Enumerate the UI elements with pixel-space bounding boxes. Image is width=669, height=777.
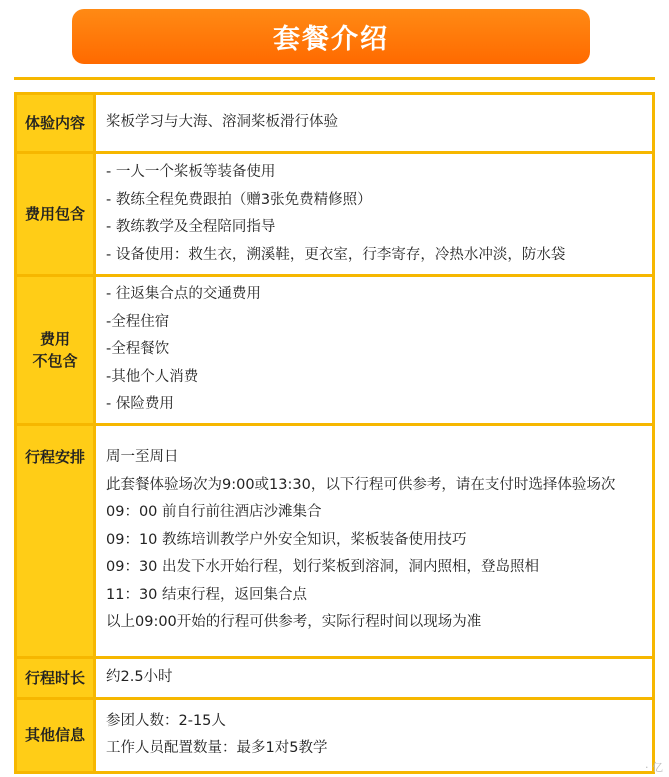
- row-label-cell: [16, 94, 95, 153]
- row-label: 费用 不包含: [32, 329, 78, 370]
- package-info-table: [14, 92, 655, 774]
- row-value-line: 09：10 教练培训教学户外安全知识，桨板装备使用技巧: [106, 531, 467, 548]
- row-label-cell: [16, 153, 95, 276]
- row-label: 行程安排: [24, 447, 85, 466]
- row-value-line: 11：30 结束行程，返回集合点: [106, 586, 308, 603]
- row-value-line: 参团人数：2-15人: [106, 712, 226, 729]
- table-row: [16, 424, 654, 657]
- row-value-line: - 一人一个桨板等装备使用: [106, 164, 276, 180]
- row-label: 其他信息: [24, 726, 85, 744]
- row-value-line: 以上09:00开始的行程可供参考，实际行程时间以现场为准: [106, 614, 482, 631]
- row-label: 费用包含: [24, 205, 85, 223]
- table-row: [16, 94, 654, 153]
- row-value-line: - 保险费用: [106, 396, 174, 412]
- row-value-cell: [95, 698, 654, 772]
- table-row: [16, 276, 654, 425]
- row-value-line: -全程住宿: [106, 313, 170, 330]
- row-value-cell: [95, 153, 654, 276]
- table-row: [16, 153, 654, 276]
- row-value-line: 此套餐体验场次为9:00或13:30，以下行程可供参考，请在支付时选择体验场次: [106, 476, 616, 493]
- title-banner: [72, 9, 590, 64]
- row-value-cell: [95, 276, 654, 425]
- row-label-cell: [16, 698, 95, 772]
- row-value-line: 约2.5小时: [106, 668, 173, 685]
- page-title: 套餐介绍: [273, 24, 389, 55]
- row-value-line: 桨板学习与大海、溶洞桨板滑行体验: [106, 114, 338, 131]
- row-value-line: 09：00 前自行前往酒店沙滩集合: [106, 504, 322, 521]
- row-value-line: -其他个人消费: [106, 368, 199, 385]
- row-value-line: - 教练教学及全程陪同指导: [106, 219, 276, 235]
- row-value-line: 09：30 出发下水开始行程，划行桨板到溶洞，洞内照相，登岛照相: [106, 559, 540, 576]
- row-label: 行程时长: [24, 668, 85, 687]
- row-value-cell: [95, 94, 654, 153]
- row-label-cell: [16, 276, 95, 425]
- row-label-cell: [16, 424, 95, 657]
- row-value-cell: [95, 424, 654, 657]
- row-value-line: -全程餐饮: [106, 341, 170, 357]
- row-value-line: 工作人员配置数量：最多1对5教学: [106, 740, 328, 756]
- table-row: [16, 698, 654, 772]
- watermark: · 亿: [645, 761, 663, 774]
- title-divider: [14, 77, 655, 80]
- table-row: [16, 657, 654, 698]
- row-value-line: - 往返集合点的交通费用: [106, 286, 261, 302]
- row-value-line: 周一至周日: [106, 449, 179, 466]
- row-label: 体验内容: [24, 114, 85, 132]
- row-value-line: - 教练全程免费跟拍（赠3张免费精修照）: [106, 191, 372, 208]
- row-label-cell: [16, 657, 95, 698]
- row-value-cell: [95, 657, 654, 698]
- row-value-line: - 设备使用：救生衣，溯溪鞋，更衣室，行李寄存，冷热水冲淡，防水袋: [106, 246, 566, 263]
